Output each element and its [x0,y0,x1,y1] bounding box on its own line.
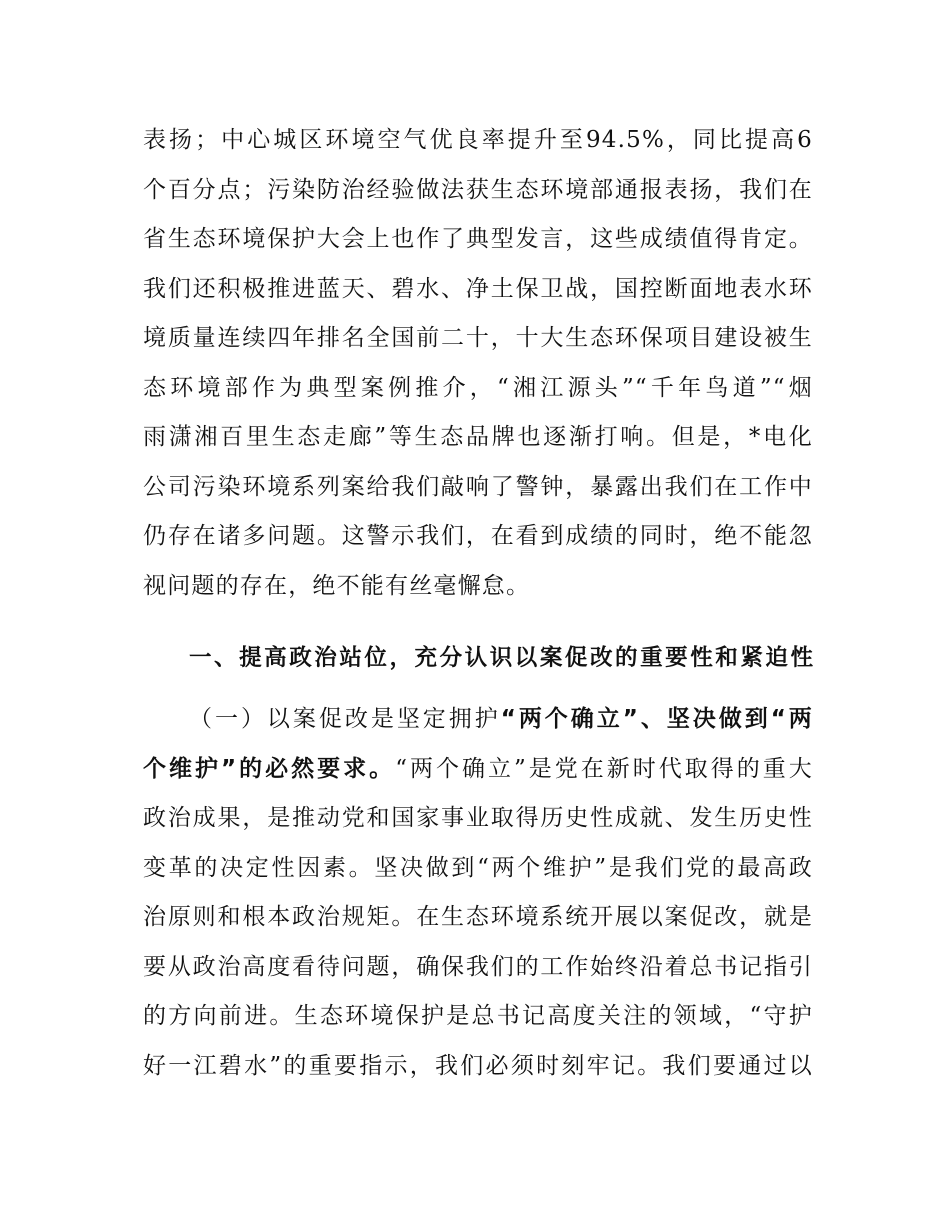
text-span: “两个确立”是党在新时代取得的重大 [395,755,813,782]
paragraph-section-1 [143,695,813,1091]
text-line: 政治成果，是推动党和国家事业取得历史性成就、发生历史性 [143,805,813,831]
text-line: 我们还积极推进蓝天、碧水、净土保卫战，国控断面地表水环 [143,275,813,302]
text-line: 境质量连续四年排名全国前二十，十大生态环保项目建设被生 [143,325,813,351]
text-line: 的方向前进。生态环境保护是总书记高度关注的领域，“守护 [143,1003,813,1029]
text-line: 仍存在诸多问题。这警示我们，在看到成绩的同时，绝不能忽 [143,523,813,549]
text-line: 治原则和根本政治规矩。在生态环境系统开展以案促改，就是 [143,904,813,930]
text-line: 好一江碧水”的重要指示，我们必须时刻牢记。我们要通过以 [143,1052,813,1079]
text-line: 省生态环境保护大会上也作了典型发言，这些成绩值得肯定。 [143,226,813,252]
subheading-prefix: （一）以案促改是坚定拥护 [189,706,501,732]
text-line [143,745,813,795]
text-line [143,695,813,745]
text-line: 要从政治高度看待问题，确保我们的工作始终沿着总书记指引 [143,953,813,980]
text-line: 态环境部作为典型案例推介，“湘江源头”“千年鸟道”“烟 [143,374,813,401]
text-line: 公司污染环境系列案给我们敲响了警钟，暴露出我们在工作中 [143,473,813,500]
subheading-bold: 个维护”的必然要求。 [143,755,396,782]
section-heading: 一、提高政治站位，充分认识以案促改的重要性和紧迫性 [189,645,813,671]
text-line: 个百分点；污染防治经验做法获生态环境部通报表扬，我们在 [143,176,813,203]
paragraph-intro [143,116,813,611]
text-line: 视问题的存在，绝不能有丝毫懈怠。 [143,572,531,599]
text-line: 表扬；中心城区环境空气优良率提升至94.5%，同比提高6 [143,127,813,153]
text-line: 雨潇湘百里生态走廊”等生态品牌也逐渐打响。但是，*电化 [143,424,813,450]
subheading-bold: “两个确立”、坚决做到“两 [500,706,814,732]
text-line: 变革的决定性因素。坚决做到“两个维护”是我们党的最高政 [143,854,813,881]
